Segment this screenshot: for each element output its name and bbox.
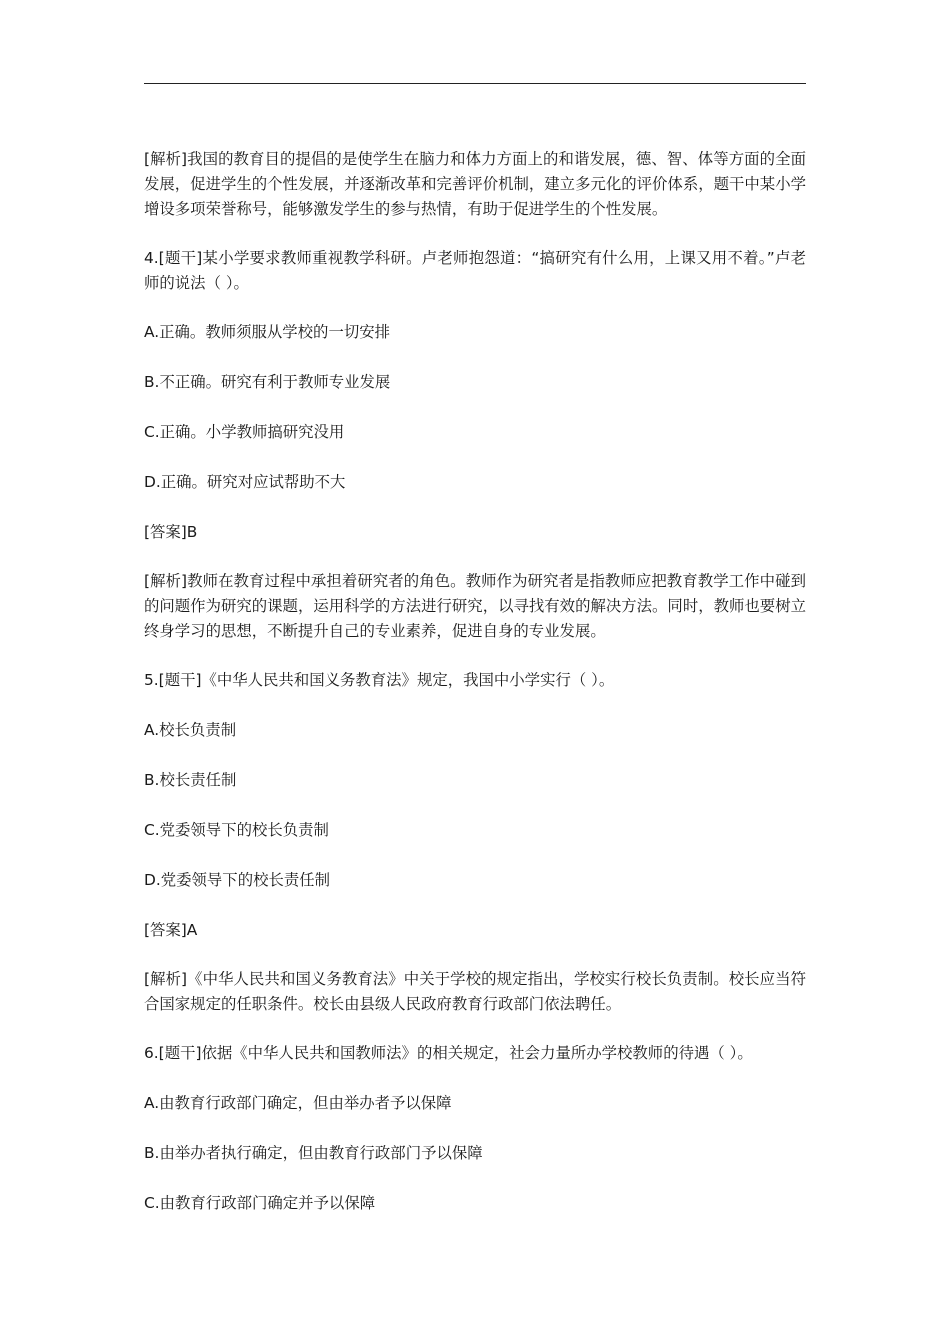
document-body [144, 147, 806, 1216]
question-6-option-c: C.由教育行政部门确定并予以保障 [144, 1194, 376, 1212]
question-6-option-a: A.由教育行政部门确定，但由举办者予以保障 [144, 1094, 452, 1112]
question-5-option-a: A.校长负责制 [144, 721, 237, 739]
explanation-4: [解析]教师在教育过程中承担着研究者的角色。教师作为研究者是指教师应把教育教学工作中碰到的问题作为研究的课题，运用科学的方法进行研究，以寻找有效的解决方法。同时，教师也要树立终身学习的思想，不断提升自己的专业素养，促进自身的专业发展。 [144, 572, 806, 640]
question-4-answer: [答案]B [144, 523, 198, 541]
question-4-option-b: B.不正确。研究有利于教师专业发展 [144, 373, 391, 391]
question-4-option-c: C.正确。小学教师搞研究没用 [144, 423, 345, 441]
question-5-option-d: D.党委领导下的校长责任制 [144, 871, 331, 889]
explanation-5: [解析]《中华人民共和国义务教育法》中关于学校的规定指出，学校实行校长负责制。校长应当符合国家规定的任职条件。校长由县级人民政府教育行政部门依法聘任。 [144, 970, 806, 1013]
explanation-3: [解析]我国的教育目的提倡的是使学生在脑力和体力方面上的和谐发展，德、智、体等方面的全面发展，促进学生的个性发展，并逐渐改革和完善评价机制，建立多元化的评价体系，题干中某小学增设多项荣誉称号，能够激发学生的参与热情，有助于促进学生的个性发展。 [144, 150, 806, 218]
question-6-option-b: B.由举办者执行确定，但由教育行政部门予以保障 [144, 1144, 483, 1162]
question-5-option-c: C.党委领导下的校长负责制 [144, 821, 329, 839]
question-4-option-a: A.正确。教师须服从学校的一切安排 [144, 323, 391, 341]
question-4-option-d: D.正确。研究对应试帮助不大 [144, 473, 346, 491]
question-4-stem: 4.[题干]某小学要求教师重视教学科研。卢老师抱怨道：“搞研究有什么用，上课又用不着。”卢老师的说法（ ）。 [144, 249, 806, 292]
question-5-stem: 5.[题干]《中华人民共和国义务教育法》规定，我国中小学实行（ ）。 [144, 671, 615, 689]
question-6-stem: 6.[题干]依据《中华人民共和国教师法》的相关规定，社会力量所办学校教师的待遇（ ）。 [144, 1044, 753, 1062]
question-5-option-b: B.校长责任制 [144, 771, 237, 789]
question-5-answer: [答案]A [144, 921, 198, 939]
header-rule [144, 83, 806, 84]
